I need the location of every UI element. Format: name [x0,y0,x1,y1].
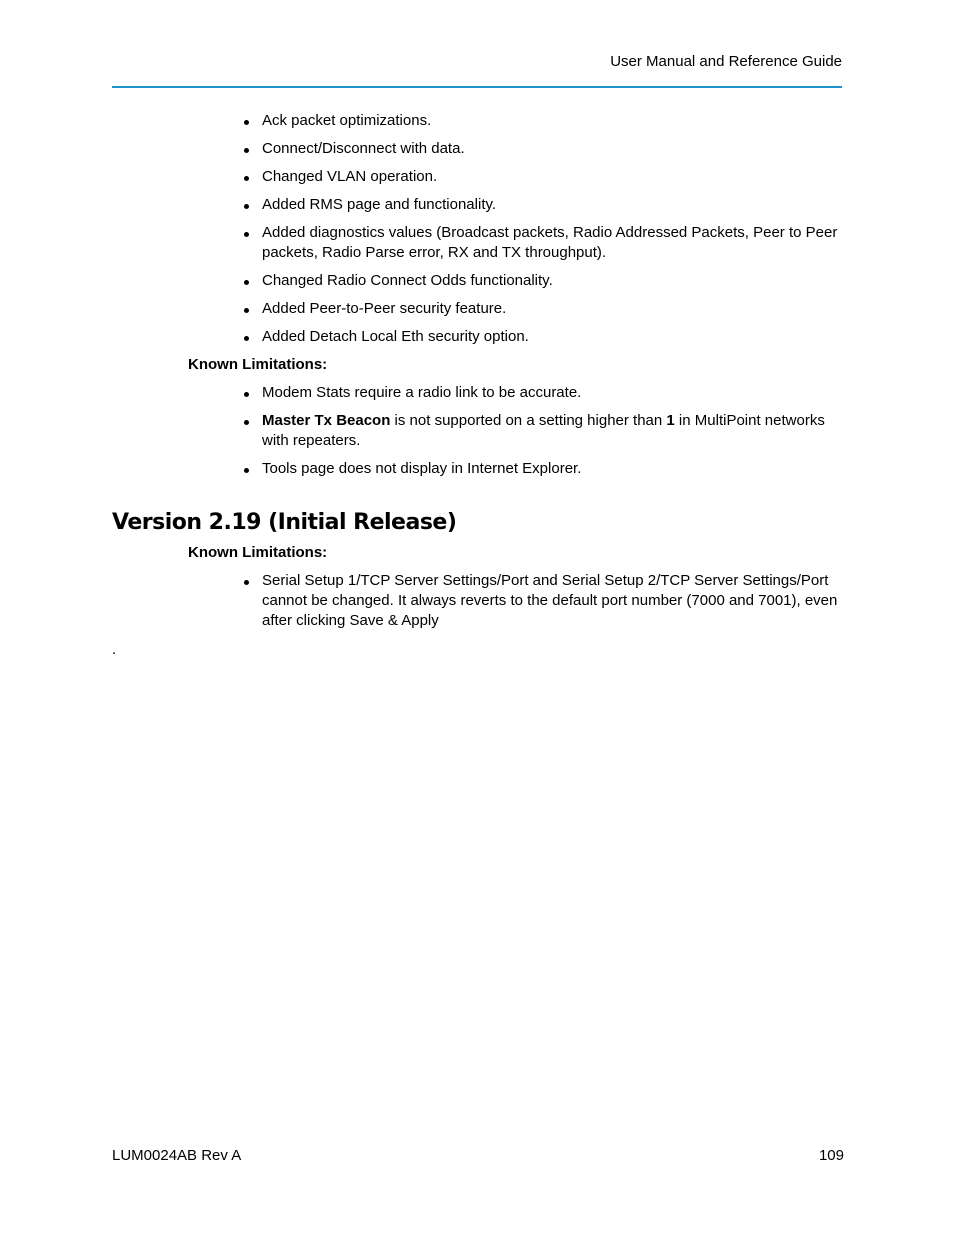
bold-term: 1 [666,412,675,429]
list-item: Changed Radio Connect Odds functionality. [188,271,848,291]
list-item-text: is not supported on a setting higher than [390,412,667,429]
known-limitations-heading: Known Limitations: [188,356,328,373]
footer-doc-id: LUM0024AB Rev A [112,1147,242,1164]
list-item: Added Peer-to-Peer security feature. [188,299,848,319]
list-item: Added Detach Local Eth security option. [188,327,848,347]
known-limitations-list [188,383,848,487]
list-item: Connect/Disconnect with data. [188,139,848,159]
features-list [188,111,848,355]
list-item: Changed VLAN operation. [188,167,848,187]
list-item: Serial Setup 1/TCP Server Settings/Port and Serial Setup 2/TCP Server Settings/Port cannot be changed. It always reverts to the default port number (7000 and 7001), even after clicking Save & Apply [188,571,848,631]
section-heading: Version 2.19 (Initial Release) [112,510,457,535]
list-item-text: in MultiPoint networks with repeaters. [262,412,825,449]
list-item [188,411,848,451]
header-title: User Manual and Reference Guide [610,53,842,70]
trailing-dot: . [112,641,117,658]
list-item: Ack packet optimizations. [188,111,848,131]
list-item: Added diagnostics values (Broadcast packets, Radio Addressed Packets, Peer to Peer packets, Radio Parse error, RX and TX throughput). [188,223,848,263]
known-limitations-heading: Known Limitations: [188,544,328,561]
header-rule [112,86,842,88]
version-limitations-list [188,571,848,639]
list-item: Tools page does not display in Internet Explorer. [188,459,848,479]
list-item: Modem Stats require a radio link to be accurate. [188,383,848,403]
footer-page-number: 109 [818,1147,844,1164]
bold-term: Master Tx Beacon [262,412,391,429]
list-item: Added RMS page and functionality. [188,195,848,215]
